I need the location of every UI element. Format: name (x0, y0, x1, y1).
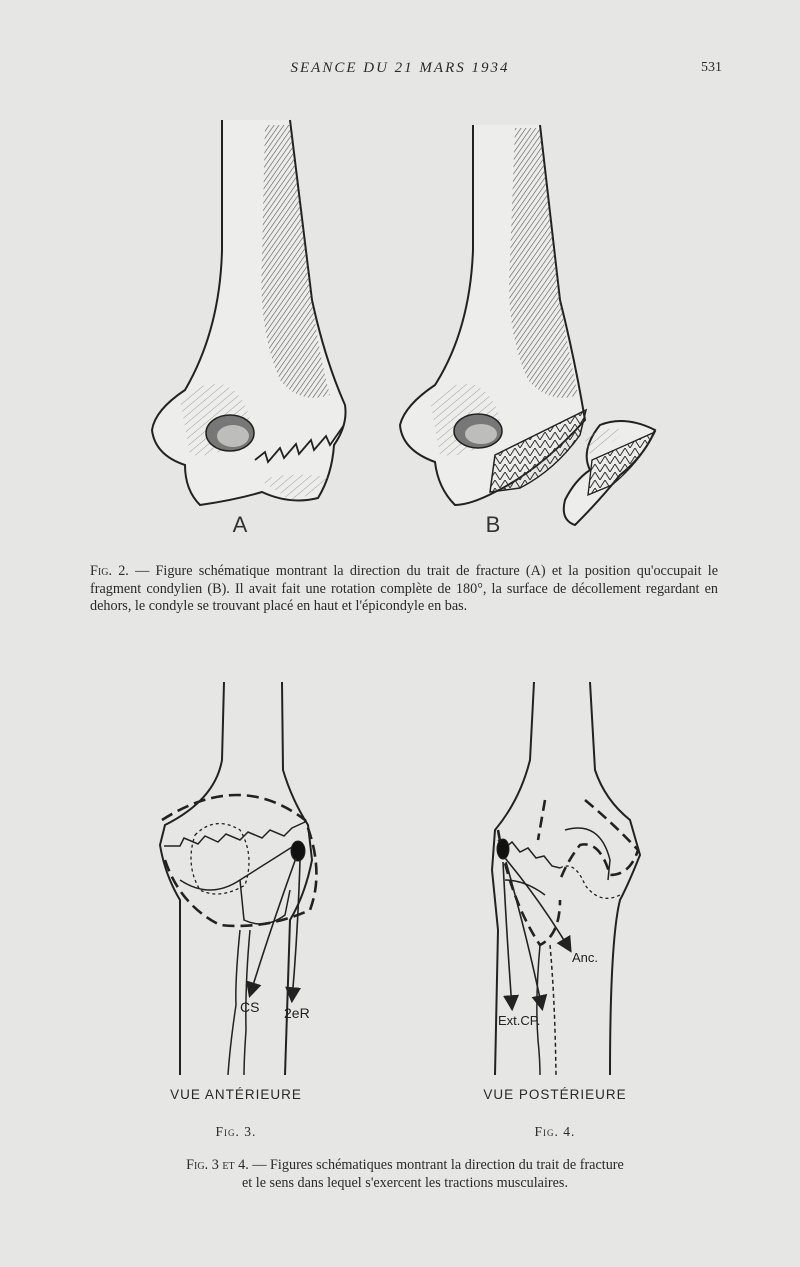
figure-3-4-caption-line1 (100, 1157, 710, 1175)
fig4-number: Fig. 4. (534, 1124, 576, 1139)
panel-a-label: A (232, 512, 248, 537)
page-number: 531 (701, 60, 722, 75)
fig3-number: Fig. 3. (215, 1124, 257, 1139)
running-title: SEANCE DU 21 MARS 1934 (290, 60, 510, 76)
figure-3-4-caption (100, 1157, 710, 1192)
figure-2-drawing (0, 110, 800, 540)
label-anc: Anc. (572, 950, 599, 965)
bone-a (152, 120, 346, 505)
label-cs: CS (240, 999, 260, 1015)
label-2r: 2eR (284, 1005, 310, 1021)
fig4-view-label: VUE POSTÉRIEURE (483, 1087, 627, 1102)
figure-3-4-drawing (0, 675, 800, 1095)
panel-b-label: B (485, 512, 501, 537)
running-header (0, 60, 800, 80)
fig3-view-label: VUE ANTÉRIEURE (170, 1087, 302, 1102)
figure-3-4-caption-line2: et le sens dans lequel s'exercent les tractions musculaires. (241, 1174, 568, 1191)
figure-2-caption (90, 563, 718, 616)
figure-2-caption-text: — Figure schématique montrant la direction du trait de fracture (A) et la position qu'occupait le fragment condylien (B). Il avait fait une rotation complète de 180°, la surface de décollement regardant en dehors, le condyle se trouvant placé en haut et l'épicondyle en bas. (90, 563, 718, 614)
bone-b (400, 125, 586, 505)
figure-3-4-caption-lead: Fig. 3 et 4. (186, 1157, 249, 1173)
figure-3-4-caption-text1: — Figures schématiques montrant la direction du trait de fracture (248, 1157, 624, 1173)
figure-2-caption-lead: Fig. 2. (90, 563, 129, 579)
label-ext-cp: Ext.CP. (498, 1013, 541, 1028)
